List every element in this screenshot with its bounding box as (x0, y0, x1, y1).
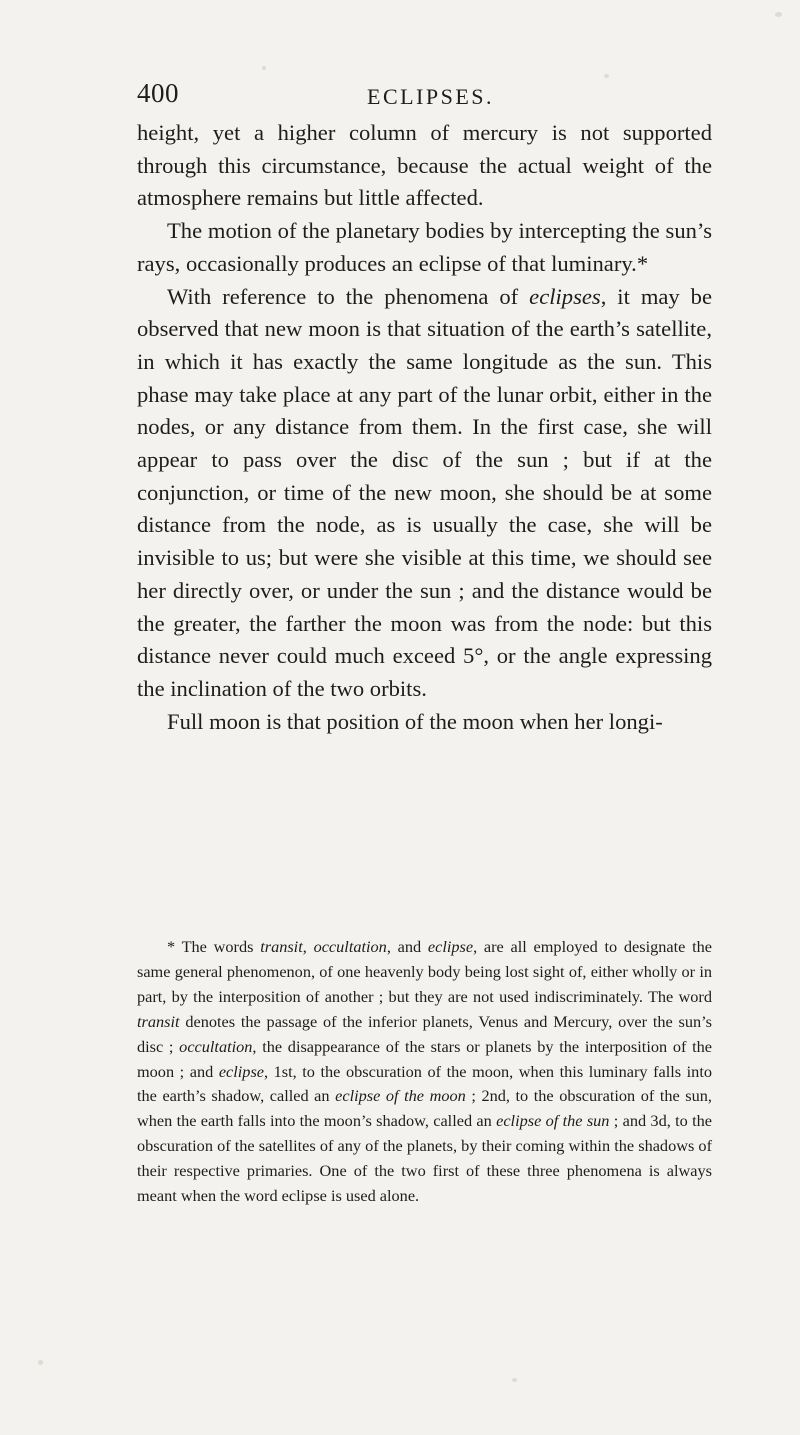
footnote-text: ; and 3d, to the obscuration of the satellites of any of the planets, by their coming within the shadows of their respective primaries. One of the two first of these three phenomena is always meant when the word eclipse is used alone. (137, 1111, 712, 1206)
paragraph-3 (137, 281, 712, 706)
page-number: 400 (137, 78, 179, 108)
footnote-text: , 1st, to the obscuration of the moon, when this luminary falls into the earth’s shadow, called an (137, 1061, 712, 1106)
paragraph-3-text-a: With reference to the phenomena of (167, 283, 530, 309)
running-title: ECLIPSES. (367, 84, 495, 109)
page-header (137, 78, 712, 118)
term-eclipses: eclipses (529, 283, 601, 309)
term-eclipse-of-the-moon: eclipse of the moon (335, 1086, 466, 1106)
paper-speck (38, 1360, 43, 1365)
term-transit: transit (260, 937, 303, 956)
paragraph-1: height, yet a higher column of mercury is not supported through this circumstance, because the actual weight of the atmosphere remains but little affected. (137, 120, 712, 211)
paper-speck (262, 66, 266, 70)
paragraph-3-text-b: , it may be observed that new moon is that situation of the earth’s satellite, in which it has exactly the same longitude as the sun. This phase may take place at any part of the lunar orbit, either in the nodes, or any distance from them. In the first case, she will appear to pass over the disc of the sun ; but if at the conjunction, or time of the new moon, she should be at some distance from the node, as is usually the case, she will be invisible to us; but were she visible at this time, we should see her directly over, or under the sun ; and the distance would be the greater, the farther the moon was from the node: but this distance never could much exceed 5°, or the angle expressing the inclination of the two orbits. (137, 283, 713, 701)
footnote-text: ; 2nd, to the obscuration of the sun, when the earth falls into the moon’s shadow, called an (137, 1086, 712, 1131)
footnote-text: , the disappearance of the stars or planets by the interposition of the moon ; and (137, 1036, 712, 1081)
footnote (137, 935, 712, 1209)
footnote-text: * The words (167, 937, 261, 956)
term-eclipse: eclipse (218, 1061, 265, 1081)
term-eclipse: eclipse (427, 937, 474, 956)
term-transit: transit (137, 1011, 180, 1031)
term-occultation: occultation (179, 1036, 253, 1056)
paper-speck (775, 12, 782, 17)
footnote-text: denotes the passage of the inferior planets, Venus and Mercury, over the sun’s disc ; (137, 1011, 712, 1056)
footnote-text: , (302, 937, 314, 956)
footnote-text: , and (386, 937, 428, 956)
footnote-paragraph (137, 935, 712, 1209)
main-text (137, 117, 712, 738)
footnote-text: , are all employed to designate the same general phenomenon, of one heavenly body being lost sight of, either wholly or in part, by the interposition of another ; but they are not used indiscriminately. The word (137, 937, 713, 1006)
paragraph-4: Full moon is that position of the moon when her longi- (167, 708, 663, 734)
term-eclipse-of-the-sun: eclipse of the sun (496, 1111, 610, 1131)
paper-speck (512, 1378, 517, 1382)
term-occultation: occultation (313, 937, 387, 956)
paragraph-2: The motion of the planetary bodies by intercepting the sun’s rays, occasionally produces an eclipse of that luminary.* (137, 218, 712, 276)
